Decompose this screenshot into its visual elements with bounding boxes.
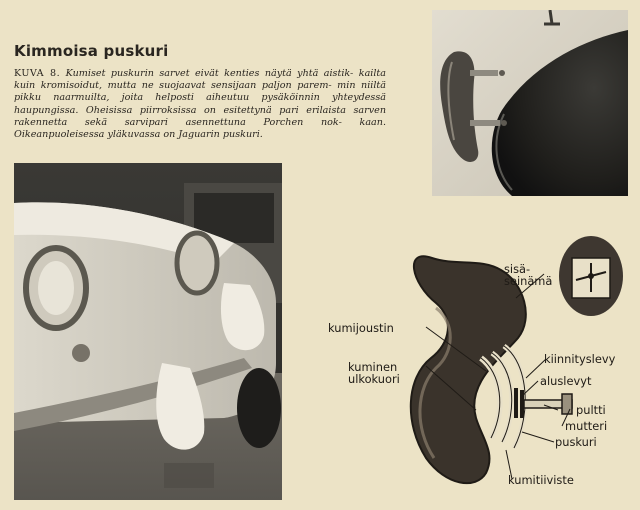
figure-caption — [14, 68, 386, 141]
label-kiinnityslevy: kiinnityslevy — [544, 352, 616, 366]
label-sisaseinama-line2: seinämä — [504, 274, 553, 288]
label-mutteri: mutteri — [565, 419, 608, 433]
label-aluslevyt: aluslevyt — [540, 374, 592, 388]
label-ulkokuori-line2: ulkokuori — [348, 372, 400, 386]
label-kuminen-line1: kuminen — [348, 360, 398, 374]
label-pultti: pultti — [576, 403, 606, 417]
label-kuminen-ulkokuori — [348, 361, 400, 385]
article-title: Kimmoisa puskuri — [14, 42, 169, 60]
jaguar-bumper-photo — [432, 10, 628, 196]
caption-line-6: kaan. Oikeanpuoleisessa yläkuvassa on Jaguarin puskuri. — [14, 116, 386, 141]
figure-label: KUVA 8. — [14, 68, 61, 79]
caption-line-2: kailta kuin kromisoidut, mutta ne suojaavat sensijaan paljon parem- — [14, 68, 386, 92]
label-kumitiiviste: kumitiiviste — [508, 473, 574, 487]
bumper-diagram — [286, 228, 640, 510]
caption-line-5: erilaista sarven rakennetta sekä sarvipari asennettuna Porchen nok- — [14, 104, 386, 128]
caption-line-4: yhteydessä haupungissa. Oheisissa piirroksissa on esitettynä pari — [14, 92, 386, 116]
label-kumijoustin: kumijoustin — [328, 321, 394, 335]
label-sisaseinama-line1: sisä- — [504, 262, 531, 276]
label-puskuri: puskuri — [555, 435, 597, 449]
label-sisaseinama — [504, 263, 552, 287]
caption-line-3: min niiltä pikku naarmuilta, joita helposti aiheutuu pysäköinnin — [14, 80, 386, 104]
caption-line-1: Kumiset puskurin sarvet eivät kenties näytä yhtä aistik- — [65, 68, 354, 79]
porsche-nose-photo — [14, 163, 282, 500]
